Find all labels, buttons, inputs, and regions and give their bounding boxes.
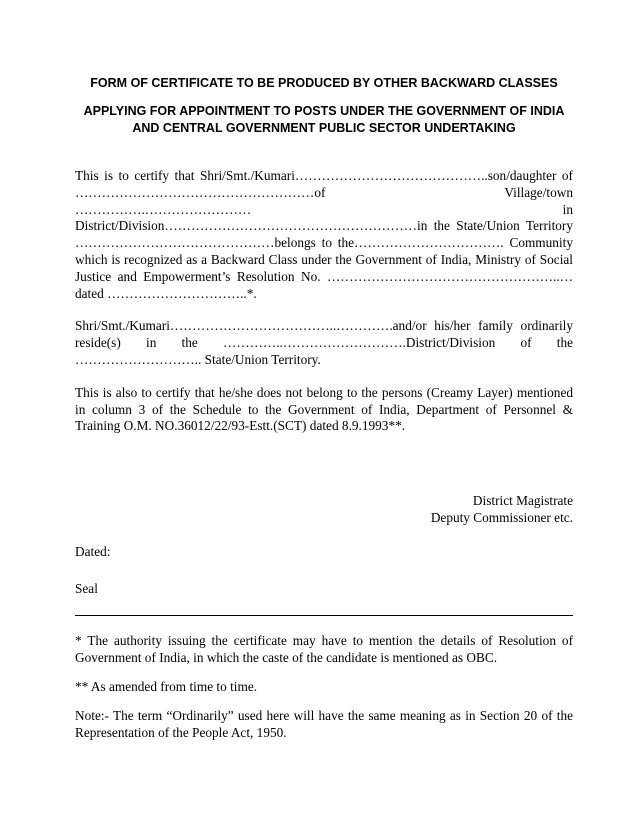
dated-label: Dated:	[75, 543, 111, 559]
footnote-1: * The authority issuing the certificate may have to mention the details of Resolution of Government of India, in which the caste of the candidate is mentioned as OBC.	[75, 633, 573, 666]
footnote-2: ** As amended from time to time.	[75, 678, 258, 694]
signatory-subtitle: Deputy Commissioner etc.	[430, 509, 573, 525]
certificate-paragraph-2: Shri/Smt./Kumari………………………………..………….and/or his/her family ordinarily reside(s) in the …………..……………………….District/Division of the ……………………….. State/Union Territory.	[75, 318, 573, 367]
form-title: FORM OF CERTIFICATE TO BE PRODUCED BY OTHER BACKWARD CLASSES	[90, 76, 558, 90]
seal-label: Seal	[75, 580, 98, 596]
certificate-paragraph-1: This is to certify that Shri/Smt./Kumari……………………………………..son/daughter of ………………………………………………of Village/town …………….…………………… in District/Division…………………………………………………in the State/Union Territory ………………………………………belongs to the……………………………. Community which is recognized as a Backward Class under the Government of India, Ministry of Social Justice and Empowerment’s Resolution No. ……………………………………………..…dated …………………………..*.	[75, 168, 573, 301]
footnote-note: Note:- The term “Ordinarily” used here will have the same meaning as in Section 20 of the Representation of the People Act, 1950.	[75, 707, 573, 740]
form-subtitle: APPLYING FOR APPOINTMENT TO POSTS UNDER THE GOVERNMENT OF INDIA AND CENTRAL GOVERNMENT PUBLIC SECTOR UNDERTAKING	[83, 104, 565, 135]
certificate-paragraph-3: This is also to certify that he/she does not belong to the persons (Creamy Layer) mentioned in column 3 of the Schedule to the Government of India, Department of Personnel & Training O.M. NO.36012/22/93-Estt.(SCT) dated 8.9.1993**.	[75, 384, 573, 434]
certificate-page	[75, 72, 573, 741]
footnote-divider	[75, 615, 573, 616]
signatory-title: District Magistrate	[472, 493, 573, 509]
signatory-block	[75, 493, 573, 527]
